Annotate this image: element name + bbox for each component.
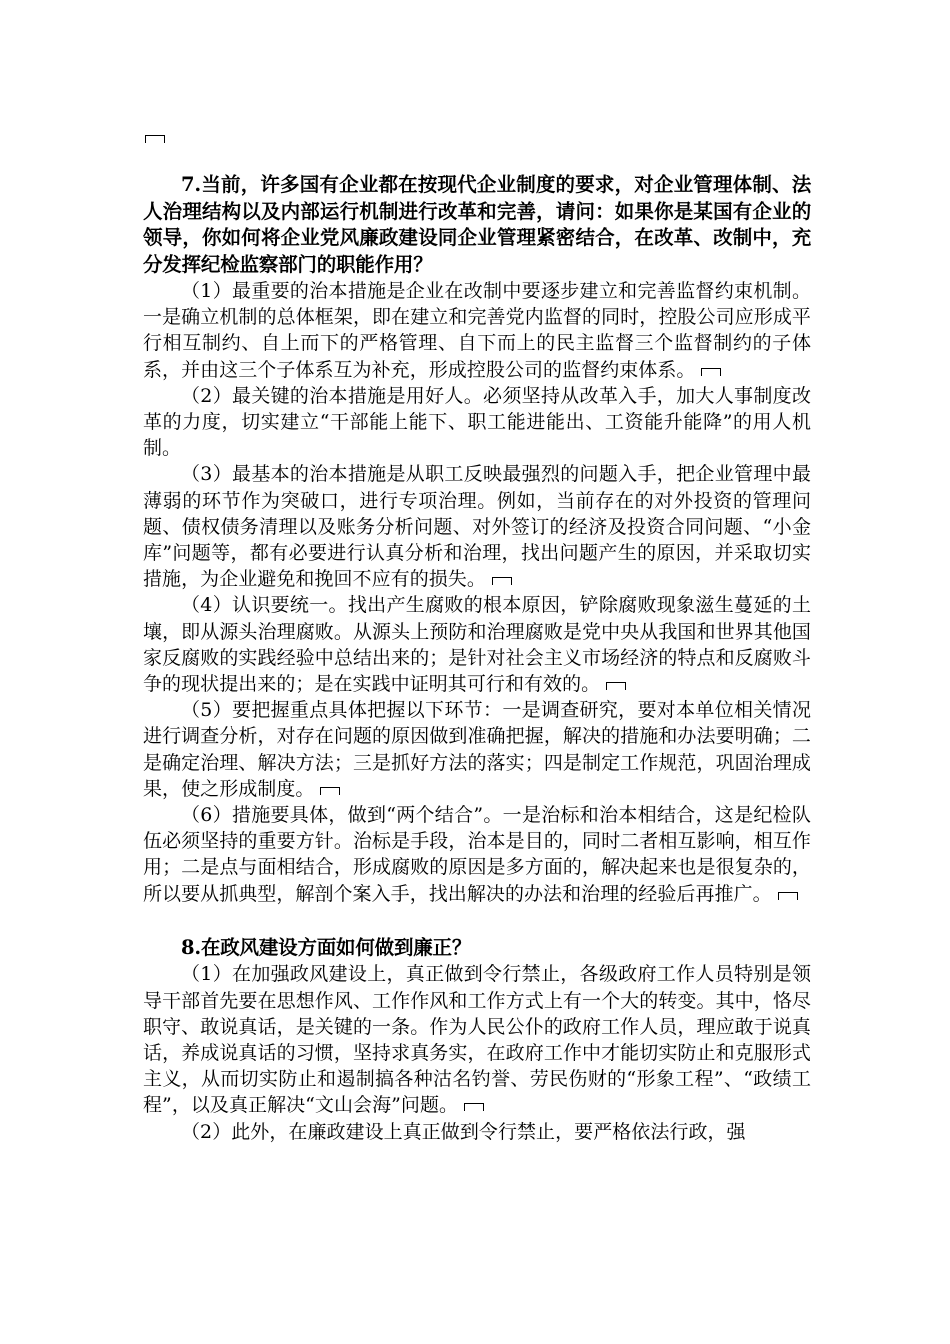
q8-answer-1-text: （1）在加强政风建设上，真正做到令行禁止，各级政府工作人员特别是领导干部首先要在思想作风、工作作风和工作方式上有一个大的转变。其中，恪尽职守、敢说真话，是关键的一条。作为人民公仆的政府工作人员，理应敢于说真话，养成说真话的习惯，坚持求真务实，在政府工作中才能切实防止和克服形式主义，从而切实防止和遏制搞各种沽名钓誉、劳民伤财的“形象工程”、“政绩工程”，以及真正解决“文山会海”问题。 bbox=[143, 963, 811, 1117]
question-8-title: 8.在政风建设方面如何做到廉正？ bbox=[181, 935, 472, 959]
q7-answer-5 bbox=[143, 697, 811, 802]
q7-answer-2 bbox=[143, 383, 811, 462]
document-page bbox=[143, 128, 811, 1145]
q7-answer-4 bbox=[143, 592, 811, 697]
q7-answer-4-text: （4）认识要统一。找出产生腐败的根本原因，铲除腐败现象滋生蔓延的土壤，即从源头治理腐败。从源头上预防和治理腐败是党中央从我国和世界其他国家反腐败的实践经验中总结出来的；是针对社会主义市场经济的特点和反腐败斗争的现状提出来的；是在实践中证明其可行和有效的。 bbox=[143, 594, 811, 696]
q7-answer-6 bbox=[143, 802, 811, 907]
paragraph-mark-icon bbox=[701, 368, 721, 376]
q7-answer-3 bbox=[143, 461, 811, 592]
q7-answer-1 bbox=[143, 278, 811, 383]
q8-answer-2 bbox=[143, 1119, 811, 1145]
q7-answer-5-text: （5）要把握重点具体把握以下环节：一是调查研究，要对本单位相关情况进行调查分析，对存在问题的原因做到准确把握，解决的措施和办法要明确；二是确定治理、解决方法；三是抓好方法的落实；四是制定工作规范，巩固治理成果，使之形成制度。 bbox=[143, 699, 811, 800]
question-7-title: 7.当前，许多国有企业都在按现代企业制度的要求，对企业管理体制、法人治理结构以及内部运行机制进行改革和完善，请问：如果你是某国有企业的领导，你如何将企业党风廉政建设同企业管理紧密结合，在改革、改制中，充分发挥纪检监察部门的职能作用？ bbox=[143, 173, 811, 276]
q7-answer-6-text: （6）措施要具体，做到“两个结合”。一是治标和治本相结合，这是纪检队伍必须坚持的重要方针。治标是手段，治本是目的，同时二者相互影响，相互作用；二是点与面相结合，形成腐败的原因是多方面的，解决起来也是很复杂的，所以要从抓典型，解剖个案入手，找出解决的办法和治理的经验后再推广。 bbox=[143, 804, 811, 905]
q8-answer-2-text: （2）此外，在廉政建设上真正做到令行禁止，要严格依法行政，强 bbox=[181, 1120, 746, 1143]
q8-answer-1 bbox=[143, 961, 811, 1118]
paragraph-mark-icon bbox=[320, 787, 340, 795]
paragraph-mark-icon bbox=[492, 577, 512, 585]
q7-answer-3-text: （3）最基本的治本措施是从职工反映最强烈的问题入手，把企业管理中最薄弱的环节作为突破口，进行专项治理。例如，当前存在的对外投资的管理问题、债权债务清理以及账务分析问题、对外签订的经济及投资合同问题、“小金库”问题等，都有必要进行认真分析和治理，找出问题产生的原因，并采取切实措施，为企业避免和挽回不应有的损失。 bbox=[143, 463, 811, 591]
paragraph-mark-line bbox=[143, 128, 811, 146]
q7-answer-2-text: （2）最关键的治本措施是用好人。必须坚持从改革入手，加大人事制度改革的力度，切实建立“干部能上能下、职工能进能出、工资能升能降”的用人机制。 bbox=[143, 384, 811, 460]
paragraph-mark-icon bbox=[145, 135, 165, 143]
paragraph-mark-icon bbox=[464, 1103, 484, 1111]
q7-answer-1-text: （1）最重要的治本措施是企业在改制中要逐步建立和完善监督约束机制。一是确立机制的总体框架，即在建立和完善党内监督的同时，控股公司应形成平行相互制约、自上而下的严格管理、自下而上的民主监督三个监督制约的子体系，并由这三个子体系互为补充，形成控股公司的监督约束体系。 bbox=[143, 280, 811, 381]
paragraph-mark-icon bbox=[778, 892, 798, 900]
paragraph-mark-icon bbox=[606, 682, 626, 690]
